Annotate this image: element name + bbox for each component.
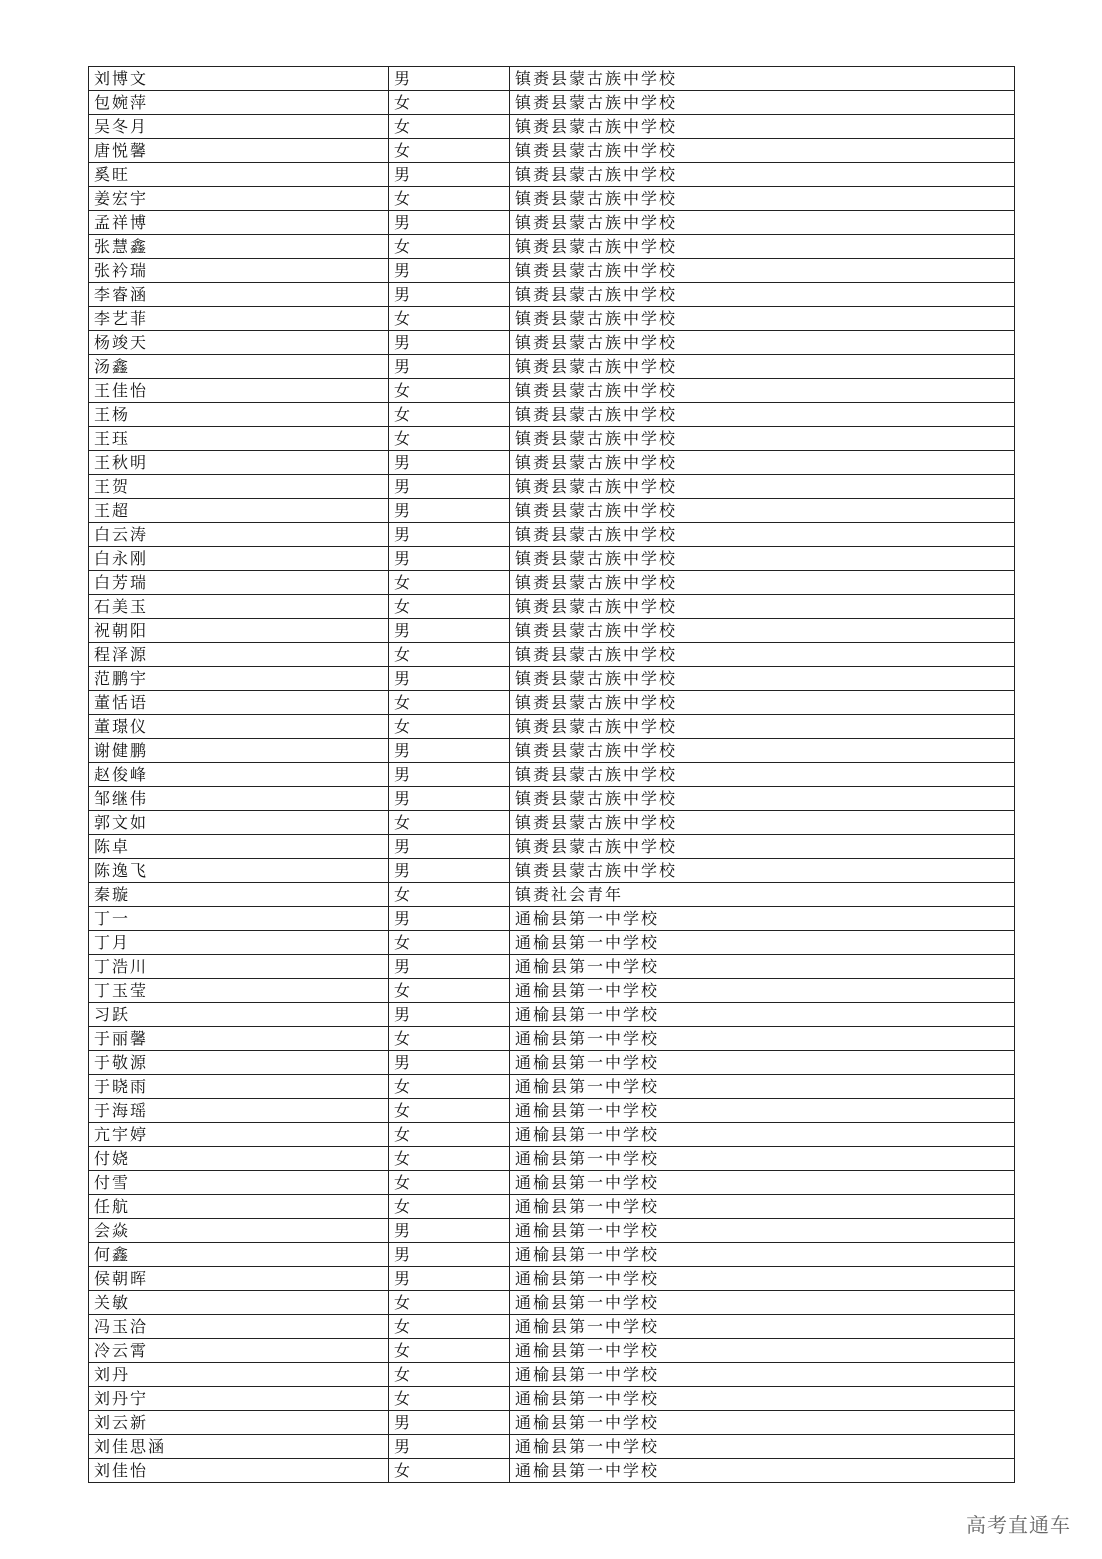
- name-cell: 白云涛: [89, 523, 389, 547]
- gender-cell: 男: [389, 1219, 510, 1243]
- school-cell: 通榆县第一中学校: [510, 1147, 1015, 1171]
- name-cell: 于丽馨: [89, 1027, 389, 1051]
- name-cell: 包婉萍: [89, 91, 389, 115]
- school-cell: 通榆县第一中学校: [510, 1387, 1015, 1411]
- name-cell: 丁玉莹: [89, 979, 389, 1003]
- table-row: [89, 1123, 1015, 1147]
- school-cell: 镇赉县蒙古族中学校: [510, 283, 1015, 307]
- school-cell: 镇赉县蒙古族中学校: [510, 187, 1015, 211]
- school-cell: 通榆县第一中学校: [510, 1339, 1015, 1363]
- name-cell: 唐悦馨: [89, 139, 389, 163]
- school-cell: 通榆县第一中学校: [510, 1003, 1015, 1027]
- name-cell: 郭文如: [89, 811, 389, 835]
- name-cell: 习跃: [89, 1003, 389, 1027]
- gender-cell: 男: [389, 547, 510, 571]
- table-row: [89, 499, 1015, 523]
- table-row: [89, 1171, 1015, 1195]
- roster-table: [88, 66, 1015, 1483]
- table-row: [89, 331, 1015, 355]
- school-cell: 镇赉县蒙古族中学校: [510, 763, 1015, 787]
- school-cell: 通榆县第一中学校: [510, 1195, 1015, 1219]
- table-row: [89, 907, 1015, 931]
- school-cell: 通榆县第一中学校: [510, 1363, 1015, 1387]
- table-row: [89, 571, 1015, 595]
- school-cell: 镇赉县蒙古族中学校: [510, 67, 1015, 91]
- name-cell: 程泽源: [89, 643, 389, 667]
- name-cell: 张慧鑫: [89, 235, 389, 259]
- gender-cell: 男: [389, 283, 510, 307]
- table-row: [89, 91, 1015, 115]
- school-cell: 镇赉县蒙古族中学校: [510, 259, 1015, 283]
- name-cell: 刘佳怡: [89, 1459, 389, 1483]
- school-cell: 镇赉县蒙古族中学校: [510, 451, 1015, 475]
- name-cell: 刘博文: [89, 67, 389, 91]
- gender-cell: 女: [389, 1027, 510, 1051]
- gender-cell: 女: [389, 979, 510, 1003]
- watermark-text: 高考直通车: [966, 1513, 1071, 1537]
- name-cell: 姜宏宇: [89, 187, 389, 211]
- gender-cell: 女: [389, 1315, 510, 1339]
- school-cell: 镇赉县蒙古族中学校: [510, 739, 1015, 763]
- name-cell: 何鑫: [89, 1243, 389, 1267]
- name-cell: 陈逸飞: [89, 859, 389, 883]
- gender-cell: 男: [389, 259, 510, 283]
- name-cell: 白永刚: [89, 547, 389, 571]
- table-row: [89, 1027, 1015, 1051]
- school-cell: 镇赉县蒙古族中学校: [510, 427, 1015, 451]
- school-cell: 镇赉县蒙古族中学校: [510, 643, 1015, 667]
- name-cell: 李艺菲: [89, 307, 389, 331]
- table-row: [89, 787, 1015, 811]
- school-cell: 通榆县第一中学校: [510, 1267, 1015, 1291]
- name-cell: 王超: [89, 499, 389, 523]
- name-cell: 奚旺: [89, 163, 389, 187]
- name-cell: 孟祥博: [89, 211, 389, 235]
- gender-cell: 女: [389, 1123, 510, 1147]
- gender-cell: 女: [389, 1387, 510, 1411]
- gender-cell: 女: [389, 1339, 510, 1363]
- gender-cell: 男: [389, 619, 510, 643]
- school-cell: 镇赉县蒙古族中学校: [510, 211, 1015, 235]
- gender-cell: 女: [389, 595, 510, 619]
- gender-cell: 女: [389, 1195, 510, 1219]
- school-cell: 通榆县第一中学校: [510, 1459, 1015, 1483]
- school-cell: 通榆县第一中学校: [510, 1075, 1015, 1099]
- table-row: [89, 187, 1015, 211]
- gender-cell: 女: [389, 307, 510, 331]
- table-row: [89, 1075, 1015, 1099]
- table-row: [89, 1099, 1015, 1123]
- gender-cell: 女: [389, 811, 510, 835]
- name-cell: 刘丹: [89, 1363, 389, 1387]
- school-cell: 镇赉县蒙古族中学校: [510, 139, 1015, 163]
- table-row: [89, 1219, 1015, 1243]
- table-row: [89, 667, 1015, 691]
- gender-cell: 女: [389, 1171, 510, 1195]
- school-cell: 通榆县第一中学校: [510, 907, 1015, 931]
- table-row: [89, 259, 1015, 283]
- table-row: [89, 859, 1015, 883]
- school-cell: 镇赉县蒙古族中学校: [510, 811, 1015, 835]
- table-row: [89, 811, 1015, 835]
- name-cell: 冯玉洽: [89, 1315, 389, 1339]
- school-cell: 通榆县第一中学校: [510, 955, 1015, 979]
- school-cell: 镇赉县蒙古族中学校: [510, 619, 1015, 643]
- name-cell: 王佳怡: [89, 379, 389, 403]
- name-cell: 王秋明: [89, 451, 389, 475]
- table-row: [89, 763, 1015, 787]
- gender-cell: 女: [389, 403, 510, 427]
- name-cell: 王珏: [89, 427, 389, 451]
- table-row: [89, 1147, 1015, 1171]
- name-cell: 李睿涵: [89, 283, 389, 307]
- school-cell: 通榆县第一中学校: [510, 1219, 1015, 1243]
- gender-cell: 女: [389, 115, 510, 139]
- table-row: [89, 211, 1015, 235]
- school-cell: 镇赉县蒙古族中学校: [510, 787, 1015, 811]
- school-cell: 通榆县第一中学校: [510, 1099, 1015, 1123]
- gender-cell: 男: [389, 1243, 510, 1267]
- school-cell: 通榆县第一中学校: [510, 1171, 1015, 1195]
- name-cell: 冷云霄: [89, 1339, 389, 1363]
- school-cell: 通榆县第一中学校: [510, 1243, 1015, 1267]
- name-cell: 于晓雨: [89, 1075, 389, 1099]
- school-cell: 镇赉县蒙古族中学校: [510, 571, 1015, 595]
- name-cell: 任航: [89, 1195, 389, 1219]
- school-cell: 通榆县第一中学校: [510, 1411, 1015, 1435]
- name-cell: 秦璇: [89, 883, 389, 907]
- gender-cell: 男: [389, 859, 510, 883]
- table-row: [89, 307, 1015, 331]
- gender-cell: 男: [389, 1051, 510, 1075]
- name-cell: 石美玉: [89, 595, 389, 619]
- school-cell: 通榆县第一中学校: [510, 1435, 1015, 1459]
- table-row: [89, 139, 1015, 163]
- name-cell: 付娆: [89, 1147, 389, 1171]
- roster-body: [89, 67, 1015, 1483]
- name-cell: 丁月: [89, 931, 389, 955]
- school-cell: 镇赉县蒙古族中学校: [510, 547, 1015, 571]
- school-cell: 镇赉县蒙古族中学校: [510, 379, 1015, 403]
- table-row: [89, 1267, 1015, 1291]
- name-cell: 张衿瑞: [89, 259, 389, 283]
- name-cell: 董璟仪: [89, 715, 389, 739]
- name-cell: 谢健鹏: [89, 739, 389, 763]
- gender-cell: 女: [389, 931, 510, 955]
- table-row: [89, 547, 1015, 571]
- name-cell: 邹继伟: [89, 787, 389, 811]
- school-cell: 镇赉县蒙古族中学校: [510, 331, 1015, 355]
- gender-cell: 男: [389, 523, 510, 547]
- school-cell: 镇赉县蒙古族中学校: [510, 715, 1015, 739]
- gender-cell: 女: [389, 643, 510, 667]
- table-row: [89, 835, 1015, 859]
- gender-cell: 男: [389, 163, 510, 187]
- gender-cell: 女: [389, 571, 510, 595]
- gender-cell: 男: [389, 739, 510, 763]
- name-cell: 王贺: [89, 475, 389, 499]
- gender-cell: 女: [389, 1099, 510, 1123]
- gender-cell: 男: [389, 835, 510, 859]
- gender-cell: 女: [389, 91, 510, 115]
- table-row: [89, 115, 1015, 139]
- gender-cell: 男: [389, 331, 510, 355]
- gender-cell: 女: [389, 1075, 510, 1099]
- table-row: [89, 67, 1015, 91]
- gender-cell: 男: [389, 67, 510, 91]
- table-row: [89, 1435, 1015, 1459]
- school-cell: 通榆县第一中学校: [510, 931, 1015, 955]
- gender-cell: 男: [389, 787, 510, 811]
- school-cell: 通榆县第一中学校: [510, 1123, 1015, 1147]
- school-cell: 镇赉县蒙古族中学校: [510, 691, 1015, 715]
- school-cell: 镇赉县蒙古族中学校: [510, 307, 1015, 331]
- name-cell: 侯朝晖: [89, 1267, 389, 1291]
- school-cell: 镇赉社会青年: [510, 883, 1015, 907]
- gender-cell: 女: [389, 1291, 510, 1315]
- table-row: [89, 1387, 1015, 1411]
- table-row: [89, 595, 1015, 619]
- name-cell: 杨竣天: [89, 331, 389, 355]
- gender-cell: 男: [389, 211, 510, 235]
- gender-cell: 女: [389, 1147, 510, 1171]
- table-row: [89, 931, 1015, 955]
- name-cell: 刘佳思涵: [89, 1435, 389, 1459]
- table-row: [89, 163, 1015, 187]
- gender-cell: 女: [389, 883, 510, 907]
- table-row: [89, 235, 1015, 259]
- name-cell: 关敏: [89, 1291, 389, 1315]
- name-cell: 赵俊峰: [89, 763, 389, 787]
- school-cell: 镇赉县蒙古族中学校: [510, 115, 1015, 139]
- name-cell: 陈卓: [89, 835, 389, 859]
- table-row: [89, 355, 1015, 379]
- gender-cell: 女: [389, 691, 510, 715]
- table-row: [89, 1291, 1015, 1315]
- gender-cell: 女: [389, 1363, 510, 1387]
- name-cell: 丁浩川: [89, 955, 389, 979]
- school-cell: 镇赉县蒙古族中学校: [510, 499, 1015, 523]
- gender-cell: 男: [389, 355, 510, 379]
- table-row: [89, 643, 1015, 667]
- school-cell: 镇赉县蒙古族中学校: [510, 235, 1015, 259]
- name-cell: 董恬语: [89, 691, 389, 715]
- name-cell: 亢宇婷: [89, 1123, 389, 1147]
- table-row: [89, 1339, 1015, 1363]
- table-row: [89, 523, 1015, 547]
- gender-cell: 男: [389, 1267, 510, 1291]
- name-cell: 祝朝阳: [89, 619, 389, 643]
- school-cell: 镇赉县蒙古族中学校: [510, 355, 1015, 379]
- table-row: [89, 1195, 1015, 1219]
- school-cell: 镇赉县蒙古族中学校: [510, 475, 1015, 499]
- gender-cell: 女: [389, 139, 510, 163]
- table-row: [89, 403, 1015, 427]
- school-cell: 镇赉县蒙古族中学校: [510, 91, 1015, 115]
- name-cell: 汤鑫: [89, 355, 389, 379]
- school-cell: 通榆县第一中学校: [510, 1051, 1015, 1075]
- name-cell: 范鹏宇: [89, 667, 389, 691]
- table-row: [89, 475, 1015, 499]
- school-cell: 镇赉县蒙古族中学校: [510, 595, 1015, 619]
- table-row: [89, 427, 1015, 451]
- school-cell: 镇赉县蒙古族中学校: [510, 667, 1015, 691]
- gender-cell: 女: [389, 1459, 510, 1483]
- gender-cell: 男: [389, 1435, 510, 1459]
- gender-cell: 女: [389, 427, 510, 451]
- gender-cell: 女: [389, 715, 510, 739]
- name-cell: 于敬源: [89, 1051, 389, 1075]
- name-cell: 于海瑶: [89, 1099, 389, 1123]
- name-cell: 吴冬月: [89, 115, 389, 139]
- name-cell: 丁一: [89, 907, 389, 931]
- name-cell: 付雪: [89, 1171, 389, 1195]
- table-row: [89, 739, 1015, 763]
- table-row: [89, 715, 1015, 739]
- table-row: [89, 979, 1015, 1003]
- school-cell: 镇赉县蒙古族中学校: [510, 859, 1015, 883]
- table-row: [89, 1051, 1015, 1075]
- name-cell: 王杨: [89, 403, 389, 427]
- gender-cell: 男: [389, 667, 510, 691]
- table-row: [89, 1003, 1015, 1027]
- gender-cell: 男: [389, 907, 510, 931]
- table-row: [89, 1411, 1015, 1435]
- gender-cell: 男: [389, 475, 510, 499]
- table-row: [89, 1363, 1015, 1387]
- gender-cell: 男: [389, 1003, 510, 1027]
- gender-cell: 男: [389, 451, 510, 475]
- table-row: [89, 691, 1015, 715]
- name-cell: 白芳瑞: [89, 571, 389, 595]
- school-cell: 通榆县第一中学校: [510, 1291, 1015, 1315]
- school-cell: 镇赉县蒙古族中学校: [510, 403, 1015, 427]
- gender-cell: 男: [389, 1411, 510, 1435]
- table-row: [89, 1459, 1015, 1483]
- table-row: [89, 1243, 1015, 1267]
- school-cell: 镇赉县蒙古族中学校: [510, 523, 1015, 547]
- school-cell: 镇赉县蒙古族中学校: [510, 835, 1015, 859]
- table-row: [89, 955, 1015, 979]
- name-cell: 会焱: [89, 1219, 389, 1243]
- table-row: [89, 379, 1015, 403]
- table-row: [89, 283, 1015, 307]
- name-cell: 刘云新: [89, 1411, 389, 1435]
- school-cell: 镇赉县蒙古族中学校: [510, 163, 1015, 187]
- school-cell: 通榆县第一中学校: [510, 1027, 1015, 1051]
- gender-cell: 男: [389, 763, 510, 787]
- gender-cell: 女: [389, 187, 510, 211]
- name-cell: 刘丹宁: [89, 1387, 389, 1411]
- table-row: [89, 883, 1015, 907]
- gender-cell: 男: [389, 499, 510, 523]
- gender-cell: 男: [389, 955, 510, 979]
- gender-cell: 女: [389, 235, 510, 259]
- table-row: [89, 1315, 1015, 1339]
- gender-cell: 女: [389, 379, 510, 403]
- table-row: [89, 619, 1015, 643]
- table-row: [89, 451, 1015, 475]
- school-cell: 通榆县第一中学校: [510, 979, 1015, 1003]
- school-cell: 通榆县第一中学校: [510, 1315, 1015, 1339]
